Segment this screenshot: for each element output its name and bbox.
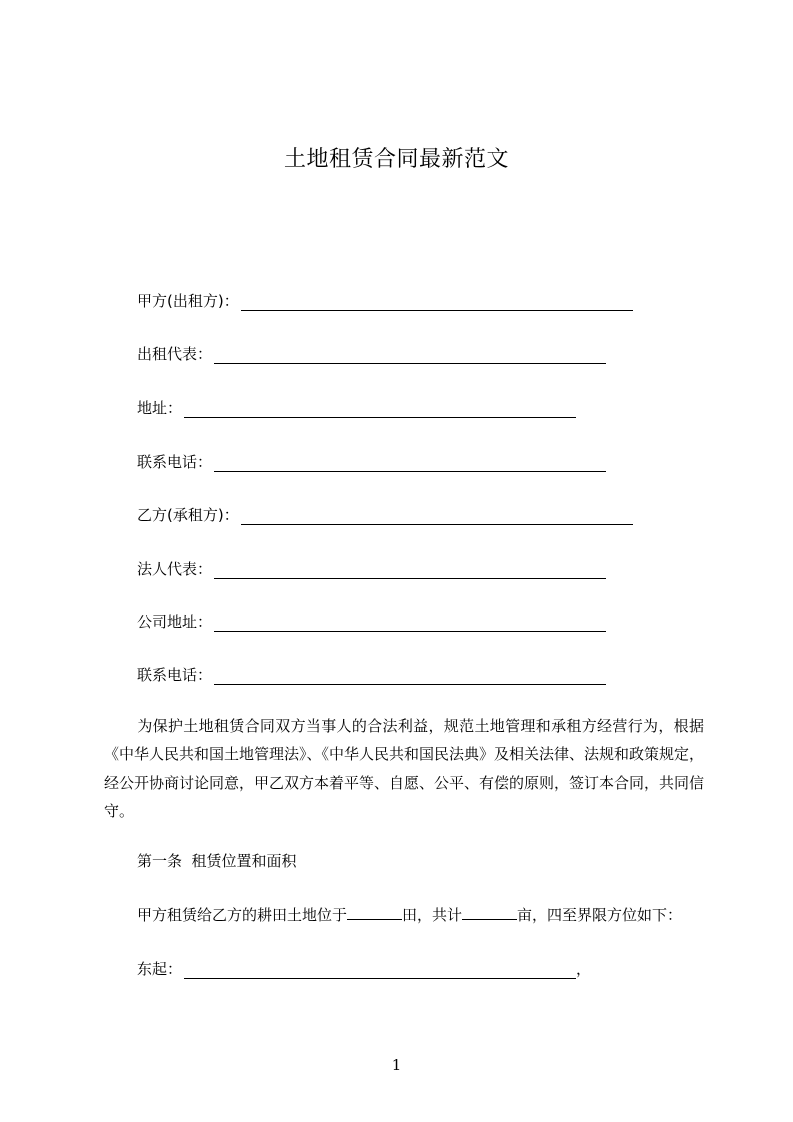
blank-line — [462, 905, 517, 920]
article-1-heading: 第一条 租赁位置和面积 — [137, 852, 297, 870]
blank-line — [214, 564, 606, 579]
blank-line — [214, 670, 606, 685]
document-title: 土地租赁合同最新范文 — [283, 147, 509, 172]
blank-line — [214, 617, 606, 632]
legal-representative-field — [137, 559, 606, 579]
field-label: 乙方(承租方)： — [137, 506, 239, 524]
blank-line — [214, 457, 606, 472]
location-text-2: 田，共计 — [402, 906, 463, 924]
blank-line — [241, 510, 633, 525]
lessor-phone-field — [137, 452, 606, 472]
field-label: 地址： — [137, 399, 183, 417]
field-label: 公司地址： — [137, 613, 213, 631]
field-label: 甲方(出租方)： — [137, 292, 239, 310]
blank-line — [241, 296, 633, 311]
blank-line — [347, 905, 402, 920]
address-field — [137, 398, 576, 418]
lessor-representative-field — [137, 344, 606, 364]
intro-text: 为保护土地租赁合同双方当事人的合法利益，规范土地管理和承租方经营行为，根据《中华人民共和国土地管理法》、《中华人民共和国民法典》及相关法律、法规和政策规定，经公开协商讨论同意，甲乙双方本着平等、自愿、公平、有偿的原则，签订本合同，共同信守。 — [104, 717, 705, 820]
field-label: 联系电话： — [137, 666, 213, 684]
blank-line — [184, 403, 576, 418]
location-text-3: 亩，四至界限方位如下： — [517, 906, 683, 924]
field-label: 东起： — [137, 960, 183, 978]
field-label: 出租代表： — [137, 345, 213, 363]
blank-line — [184, 964, 576, 979]
blank-line — [214, 349, 606, 364]
company-address-field — [137, 612, 606, 632]
lessor-field — [137, 291, 633, 311]
field-label: 联系电话： — [137, 453, 213, 471]
lessee-field — [137, 505, 633, 525]
field-label: 法人代表： — [137, 560, 213, 578]
intro-paragraph — [104, 712, 704, 825]
east-boundary-field — [137, 959, 591, 979]
location-text-1: 甲方租赁给乙方的耕田土地位于 — [137, 906, 348, 924]
trailing-comma: ， — [576, 960, 592, 978]
article-1-location-line — [137, 905, 682, 925]
lessee-phone-field — [137, 665, 606, 685]
page-number: 1 — [391, 1056, 402, 1074]
